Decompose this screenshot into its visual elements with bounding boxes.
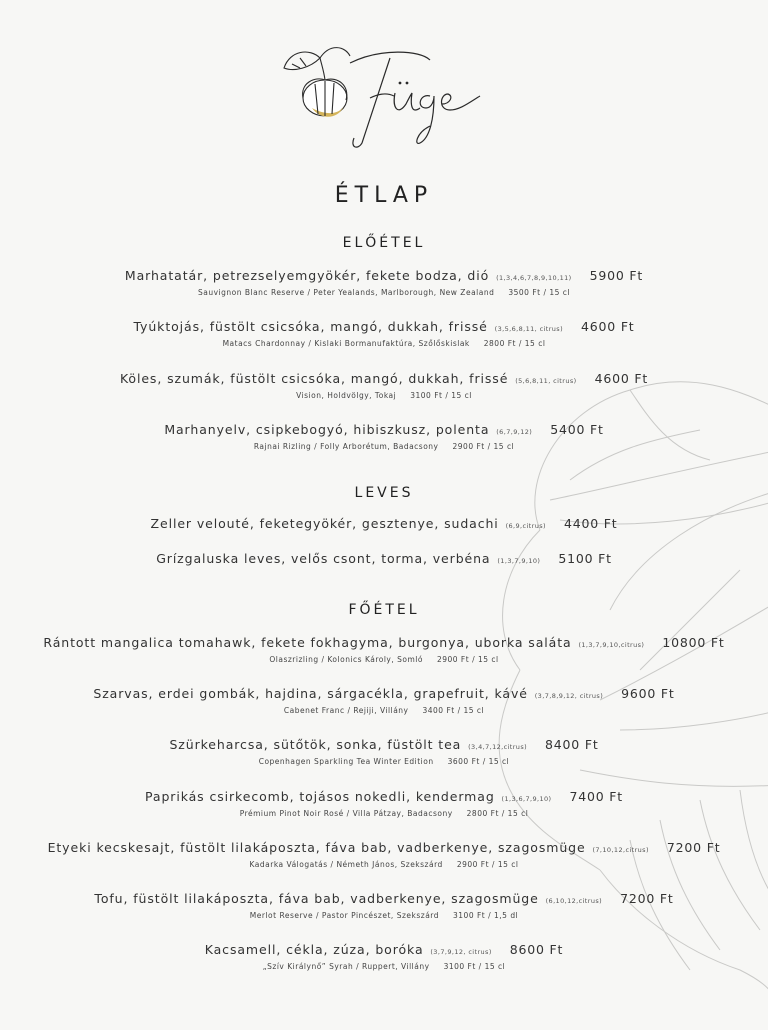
dish-line — [0, 319, 768, 334]
menu-item — [0, 516, 768, 531]
wine-name: Matacs Chardonnay / Kislaki Bormanufaktúra, Szőlőskislak — [222, 339, 470, 348]
dish-line — [0, 737, 768, 752]
dish-line — [0, 551, 768, 566]
wine-price: 3100 Ft / 1,5 dl — [453, 911, 519, 920]
allergen-codes: (6,10,12,citrus) — [545, 897, 603, 905]
fuge-script-wordmark — [350, 52, 480, 147]
wine-pairing — [0, 860, 768, 869]
dish-name: Tofu, füstölt lilakáposzta, fáva bab, vadberkenye, szagosmüge — [94, 891, 539, 906]
wine-name: Copenhagen Sparkling Tea Winter Edition — [258, 757, 434, 766]
wine-name: Prémium Pinot Noir Rosé / Villa Pátzay, Badacsony — [239, 809, 453, 818]
wine-pairing — [0, 757, 768, 766]
dish-name: Zeller velouté, feketegyökér, gesztenye, sudachi — [150, 516, 499, 531]
dish-line — [0, 891, 768, 906]
menu-item — [0, 551, 768, 566]
dish-price: 7200 Ft — [666, 840, 721, 855]
allergen-codes: (3,5,6,8,11, citrus) — [494, 325, 564, 333]
dish-line — [0, 789, 768, 804]
allergen-codes: (1,3,7,9,10,citrus) — [578, 641, 645, 649]
allergen-codes: (3,4,7,12,citrus) — [468, 743, 528, 751]
wine-price: 2800 Ft / 15 cl — [466, 809, 529, 818]
dish-name: Grízgaluska leves, velős csont, torma, verbéna — [156, 551, 491, 566]
wine-price: 2900 Ft / 15 cl — [452, 442, 515, 451]
dish-price: 5100 Ft — [558, 551, 612, 566]
allergen-codes: (6,9,citrus) — [505, 522, 546, 530]
dish-name: Tyúktojás, füstölt csicsóka, mangó, dukkah, frissé — [133, 319, 488, 334]
menu-item — [0, 635, 768, 664]
dish-name: Kacsamell, cékla, zúza, boróka — [204, 942, 424, 957]
dish-price: 7200 Ft — [620, 891, 674, 906]
menu-item — [0, 686, 768, 715]
menu-item — [0, 840, 768, 869]
allergen-codes: (3,7,8,9,12, citrus) — [534, 692, 604, 700]
wine-name: Kadarka Válogatás / Németh János, Szekszárd — [249, 860, 443, 869]
dish-line — [0, 422, 768, 437]
wine-price: 2900 Ft / 15 cl — [436, 655, 499, 664]
dish-name: Marhatatár, petrezselyemgyökér, fekete bodza, dió — [124, 268, 490, 283]
fuge-logo — [270, 38, 500, 153]
wine-pairing — [0, 911, 768, 920]
allergen-codes: (1,3,6,7,9,10) — [501, 795, 552, 803]
fig-icon — [284, 48, 350, 117]
menu-item — [0, 268, 768, 297]
wine-price: 3600 Ft / 15 cl — [447, 757, 510, 766]
allergen-codes: (3,7,9,12, citrus) — [430, 948, 492, 956]
allergen-codes: (1,3,7,9,10) — [497, 557, 541, 565]
dish-line — [0, 840, 768, 855]
wine-pairing — [0, 655, 768, 664]
wine-price: 3100 Ft / 15 cl — [410, 391, 472, 400]
wine-name: Olaszrizling / Kolonics Károly, Somló — [269, 655, 423, 664]
menu-item — [0, 789, 768, 818]
menu-item — [0, 422, 768, 451]
section-title: LEVES — [354, 485, 414, 501]
dish-price: 8400 Ft — [545, 737, 599, 752]
dish-price: 4600 Ft — [581, 319, 635, 334]
wine-name: Rajnai Rizling / Folly Arborétum, Badacsony — [253, 442, 439, 451]
dish-price: 5900 Ft — [589, 268, 644, 283]
dish-name: Szürkeharcsa, sütőtök, sonka, füstölt tea — [169, 737, 462, 752]
wine-price: 3500 Ft / 15 cl — [508, 288, 571, 297]
menu-item — [0, 371, 768, 400]
dish-line — [0, 371, 768, 386]
dish-name: Rántott mangalica tomahawk, fekete fokhagyma, burgonya, uborka saláta — [43, 635, 572, 650]
wine-pairing — [0, 809, 768, 818]
dish-price: 7400 Ft — [569, 789, 623, 804]
allergen-codes: (1,3,4,6,7,8,9,10,11) — [496, 274, 572, 282]
dish-price: 5400 Ft — [550, 422, 604, 437]
dish-line — [0, 635, 768, 650]
dish-name: Paprikás csirkecomb, tojásos nokedli, kendermag — [145, 789, 495, 804]
menu-item — [0, 319, 768, 348]
section-title: ELŐÉTEL — [342, 235, 426, 251]
wine-name: Cabenet Franc / Rejiji, Villány — [283, 706, 409, 715]
dish-name: Etyeki kecskesajt, füstölt lilakáposzta, fáva bab, vadberkenye, szagosmüge — [47, 840, 586, 855]
wine-price: 3400 Ft / 15 cl — [422, 706, 485, 715]
allergen-codes: (5,6,8,11, citrus) — [515, 377, 577, 385]
wine-name: Sauvignon Blanc Reserve / Peter Yealands, Marlborough, New Zealand — [197, 288, 495, 297]
allergen-codes: (7,10,12,citrus) — [592, 846, 649, 854]
dish-price: 8600 Ft — [509, 942, 564, 957]
menu-title: ÉTLAP — [334, 183, 434, 208]
dish-price: 4400 Ft — [563, 516, 618, 531]
wine-pairing — [0, 442, 768, 451]
dish-name: Marhanyelv, csipkebogyó, hibiszkusz, polenta — [164, 422, 490, 437]
dish-name: Szarvas, erdei gombák, hajdina, sárgacékla, grapefruit, kávé — [93, 686, 528, 701]
wine-pairing — [0, 706, 768, 715]
wine-price: 2900 Ft / 15 cl — [456, 860, 519, 869]
dish-price: 10800 Ft — [662, 635, 725, 650]
dish-line — [0, 268, 768, 283]
menu-item — [0, 737, 768, 766]
menu-item — [0, 942, 768, 971]
dish-line — [0, 686, 768, 701]
wine-price: 3100 Ft / 15 cl — [443, 962, 506, 971]
section-title: FŐÉTEL — [348, 602, 420, 618]
wine-name: Vision, Holdvölgy, Tokaj — [296, 391, 397, 400]
wine-pairing — [0, 288, 768, 297]
wine-pairing — [0, 962, 768, 971]
dish-name: Köles, szumák, füstölt csicsóka, mangó, dukkah, frissé — [119, 371, 509, 386]
allergen-codes: (6,7,9,12) — [496, 428, 533, 436]
wine-name: Merlot Reserve / Pastor Pincészet, Szekszárd — [249, 911, 439, 920]
dish-line — [0, 942, 768, 957]
wine-name: „Szív Királynő” Syrah / Ruppert, Villány — [262, 962, 430, 971]
wine-pairing — [0, 339, 768, 348]
dish-price: 9600 Ft — [621, 686, 675, 701]
dish-price: 4600 Ft — [594, 371, 649, 386]
menu-item — [0, 891, 768, 920]
wine-price: 2800 Ft / 15 cl — [483, 339, 546, 348]
wine-pairing — [0, 391, 768, 400]
dish-line — [0, 516, 768, 531]
